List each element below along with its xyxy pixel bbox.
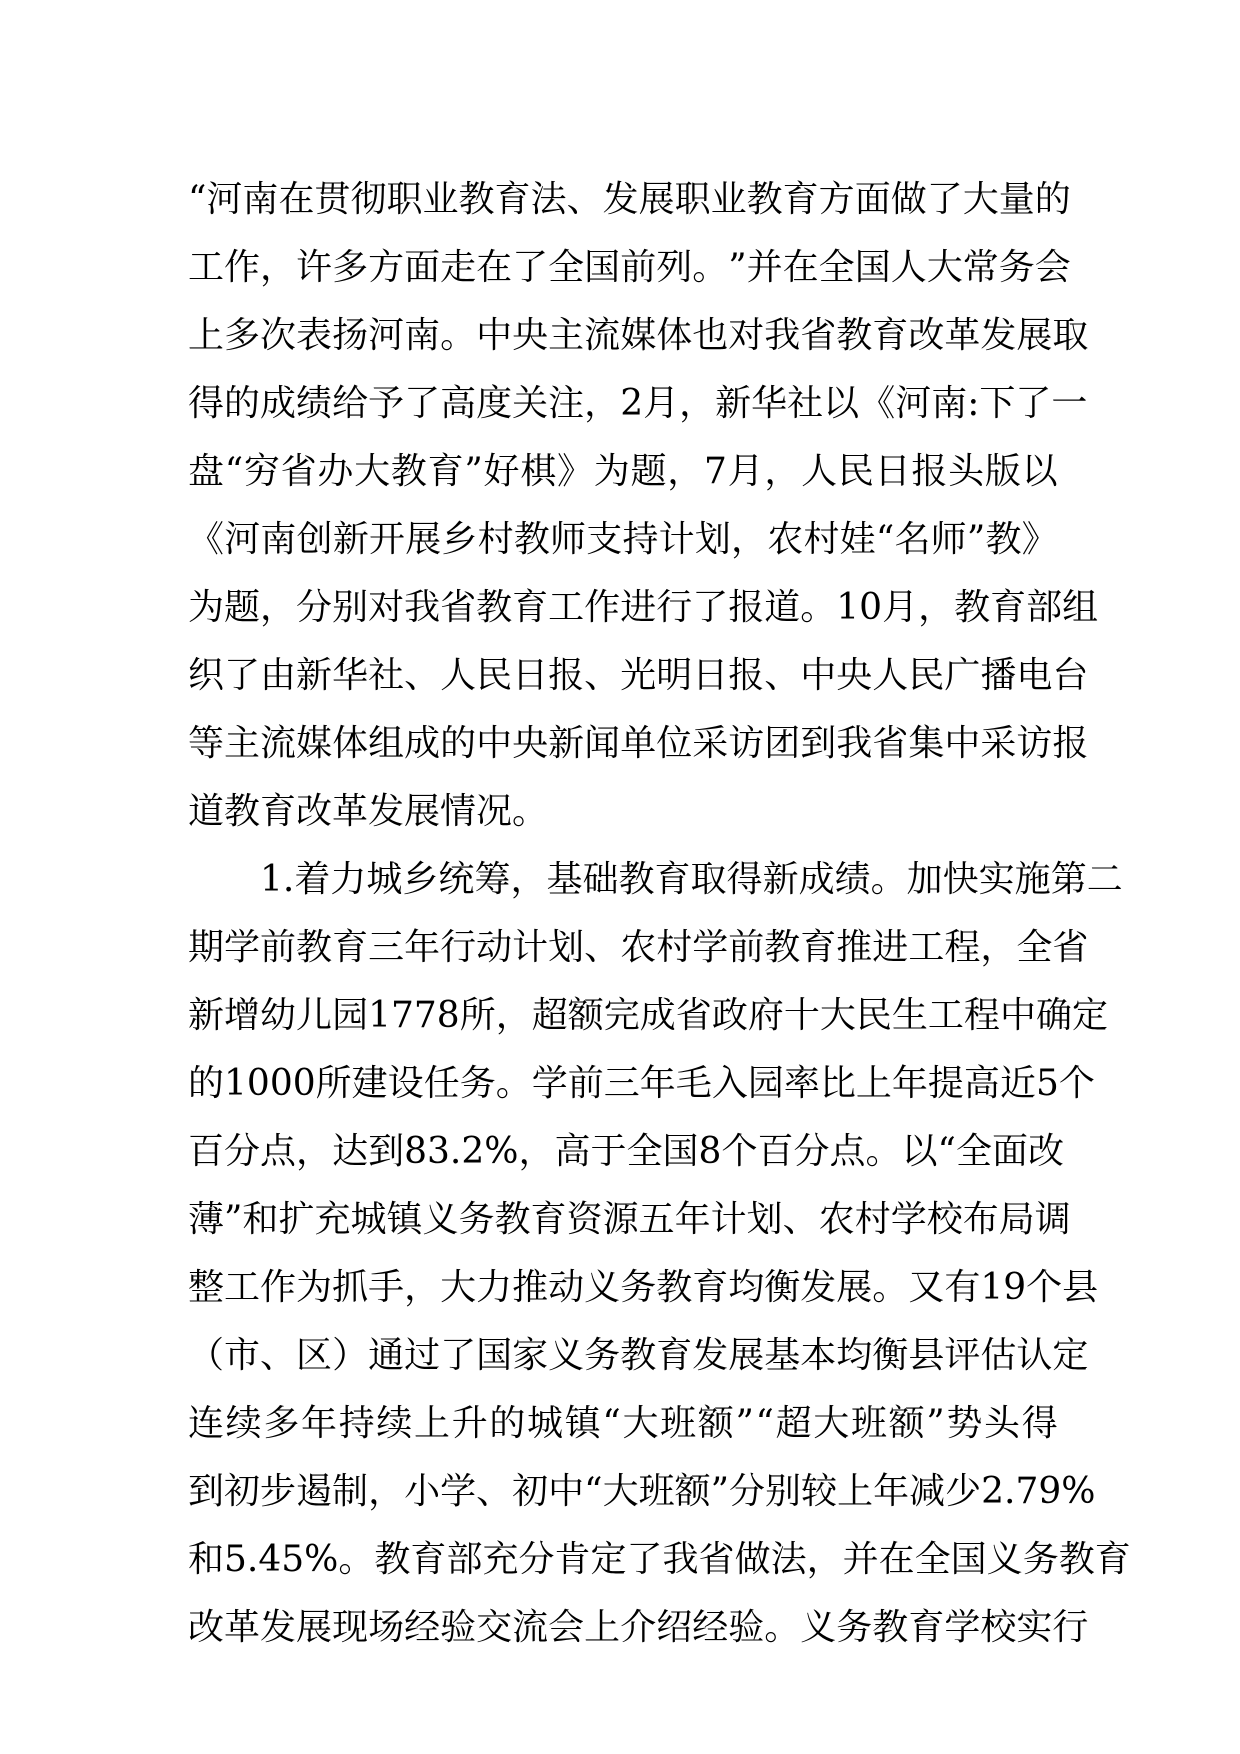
text-line: 工 作 ， 许 多 方 面 走 在 了 全 国 前 列 。 ” 并 在 全 国 人 大 常 务 会 — [188, 247, 1071, 288]
text-line: 1. 着 力 城 乡 统 筹 ， 基 础 教 育 取 得 新 成 绩 。 加 快 实 施 第 二 — [260, 859, 1123, 900]
text-line: 道教育改革发展情况。 — [188, 791, 549, 832]
text-line: 改 革 发 展 现 场 经 验 交 流 会 上 介 绍 经 验 。 义 务 教 育 学 校 实 行 — [188, 1607, 1089, 1648]
text-line: 整 工 作 为 抓 手 ， 大 力 推 动 义 务 教 育 均 衡 发 展 。 又 有 19 个 县 — [188, 1267, 1099, 1308]
text-line: 百 分 点 ， 达 到 83.2% ， 高 于 全 国 8 个 百 分 点 。 以 “ 全 面 改 — [188, 1131, 1064, 1172]
text-line: 的 1000 所 建 设 任 务 。 学 前 三 年 毛 入 园 率 比 上 年 提 高 近 5 个 — [188, 1063, 1095, 1104]
text-line: 为 题 ， 分 别 对 我 省 教 育 工 作 进 行 了 报 道 。 10 月 ， 教 育 部 组 — [188, 587, 1099, 628]
text-line: 和 5.45% 。 教 育 部 充 分 肯 定 了 我 省 做 法 ， 并 在 全 国 义 务 教 育 — [188, 1539, 1131, 1580]
text-line: 上 多 次 表 扬 河 南 。 中 央 主 流 媒 体 也 对 我 省 教 育 改 革 发 展 取 — [188, 315, 1089, 356]
text-line: 盘 “ 穷 省 办 大 教 育 ” 好 棋 》 为 题 ， 7 月 ， 人 民 日 报 头 版 以 — [188, 451, 1058, 492]
text-line: 薄 ” 和 扩 充 城 镇 义 务 教 育 资 源 五 年 计 划 、 农 村 学 校 布 局 调 — [188, 1199, 1071, 1240]
text-line: （ 市 、 区 ） 通 过 了 国 家 义 务 教 育 发 展 基 本 均 衡 县 评 估 认 定 — [188, 1335, 1089, 1376]
text-line: 得 的 成 绩 给 予 了 高 度 关 注 ， 2 月 ， 新 华 社 以 《 河 南 : 下 了 一 — [188, 383, 1088, 424]
text-line: 《 河 南 创 新 开 展 乡 村 教 师 支 持 计 划 ， 农 村 娃 “ 名 师 ” 教 》 — [188, 519, 1058, 560]
text-line: “ 河 南 在 贯 彻 职 业 教 育 法 、 发 展 职 业 教 育 方 面 做 了 大 量 的 — [188, 179, 1071, 220]
text-line: 到 初 步 遏 制 ， 小 学 、 初 中 “ 大 班 额 ” 分 别 较 上 年 减 少 2.79% — [188, 1471, 1096, 1512]
text-line: 等 主 流 媒 体 组 成 的 中 央 新 闻 单 位 采 访 团 到 我 省 集 中 采 访 报 — [188, 723, 1089, 764]
text-line: 织 了 由 新 华 社 、 人 民 日 报 、 光 明 日 报 、 中 央 人 民 广 播 电 台 — [188, 655, 1089, 696]
body-text — [188, 166, 1131, 1662]
text-line: 期 学 前 教 育 三 年 行 动 计 划 、 农 村 学 前 教 育 推 进 工 程 ， 全 省 — [188, 927, 1089, 968]
text-line: 新 增 幼 儿 园 1778 所 ， 超 额 完 成 省 政 府 十 大 民 生 工 程 中 确 定 — [188, 995, 1108, 1036]
text-line: 连 续 多 年 持 续 上 升 的 城 镇 “ 大 班 额 ” “ 超 大 班 额 ” 势 头 得 — [188, 1403, 1058, 1444]
